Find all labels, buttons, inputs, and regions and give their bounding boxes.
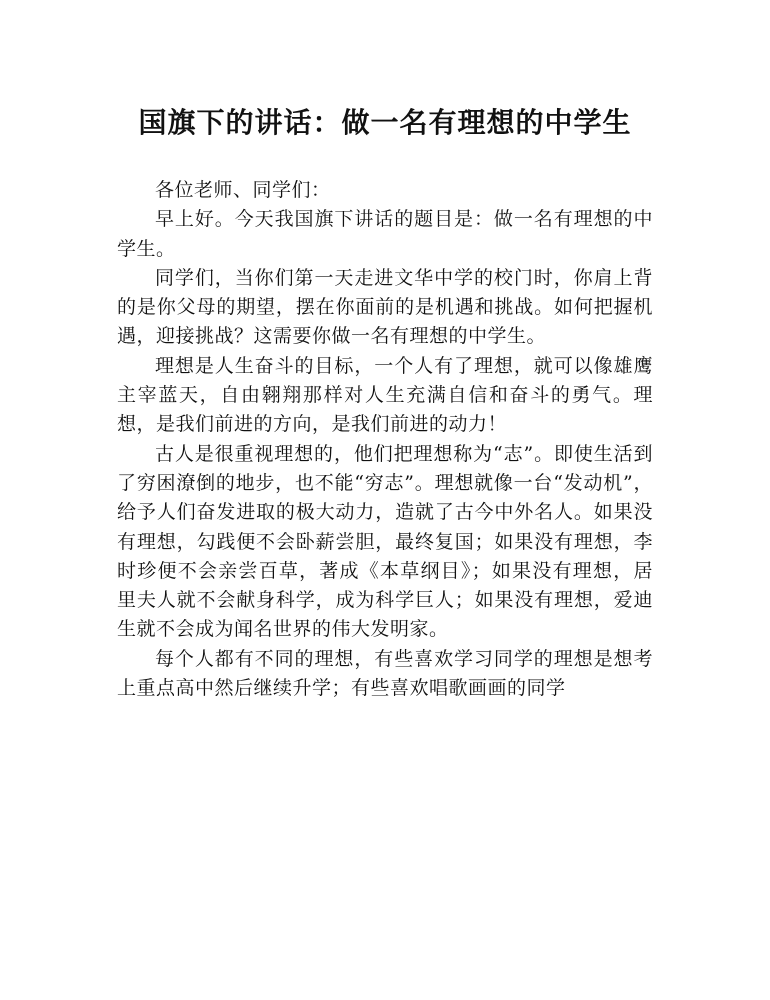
paragraph-challenge: 同学们，当你们第一天走进文华中学的校门时，你肩上背的是你父母的期望，摆在你面前的是机遇和挑战。如何把握机遇，迎接挑战？这需要你做一名有理想的中学生。 bbox=[117, 266, 653, 348]
document-body bbox=[117, 176, 653, 703]
document-title: 国旗下的讲话：做一名有理想的中学生 bbox=[138, 105, 632, 139]
paragraph-different-ideals: 每个人都有不同的理想，有些喜欢学习同学的理想是想考上重点高中然后继续升学；有些喜欢唱歌画画的同学 bbox=[117, 647, 653, 700]
paragraph-topic: 早上好。今天我国旗下讲话的题目是：做一名有理想的中学生。 bbox=[117, 208, 653, 260]
paragraph-ideal-definition: 理想是人生奋斗的目标，一个人有了理想，就可以像雄鹰主宰蓝天，自由翱翔那样对人生充满自信和奋斗的勇气。理想，是我们前进的方向，是我们前进的动力！ bbox=[117, 354, 653, 436]
paragraph-historical-examples: 古人是很重视理想的，他们把理想称为“志”。即使生活到了穷困潦倒的地步，也不能“穷志”。理想就像一台“发动机”，给予人们奋发进取的极大动力，造就了古今中外名人。如果没有理想，勾践便不会卧薪尝胆，最终复国；如果没有理想，李时珍便不会亲尝百草，著成《本草纲目》；如果没有理想，居里夫人就不会献身科学，成为科学巨人；如果没有理想，爱迪生就不会成为闻名世界的伟大发明家。 bbox=[117, 442, 653, 641]
paragraph-greeting: 各位老师、同学们： bbox=[155, 179, 331, 201]
